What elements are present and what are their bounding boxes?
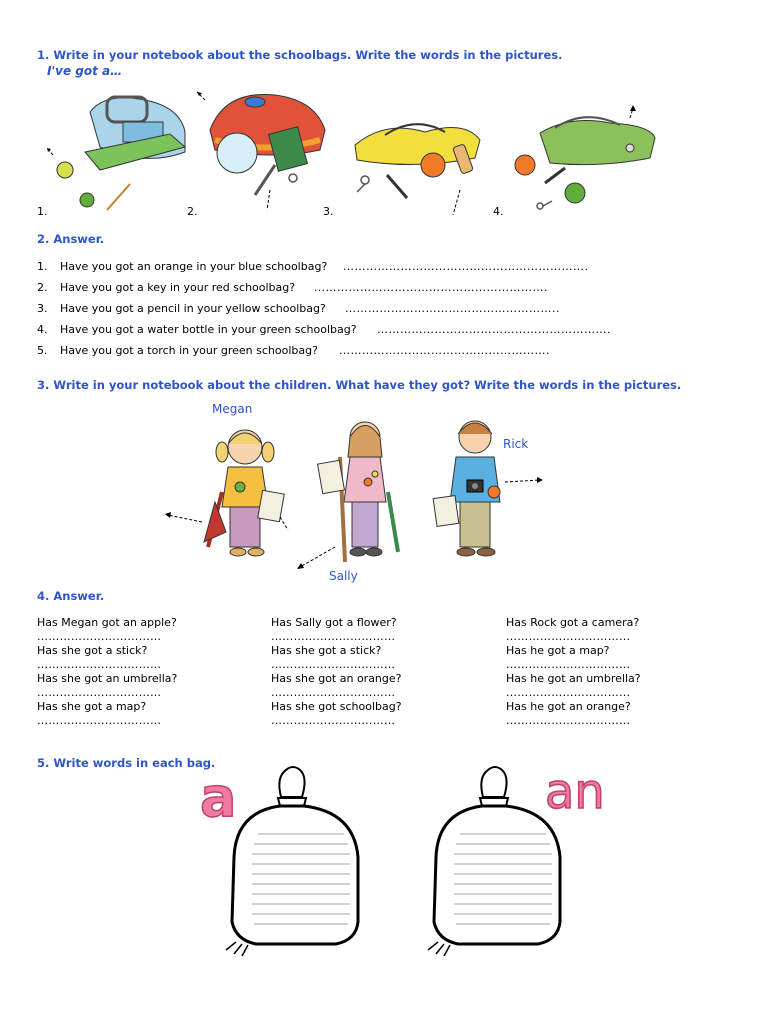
question-text: Has she got a stick? — [37, 644, 148, 657]
section3-heading: 3. Write in your notebook about the children. What have they got? Write the words in the pictures. — [37, 378, 682, 392]
answer-dots[interactable]: …………………………… — [37, 630, 162, 643]
picture-number-1: 1. — [37, 205, 48, 218]
word-bag-a — [196, 762, 386, 972]
answer-dots[interactable]: ……………………………………………………. — [377, 323, 611, 336]
answer-dots[interactable]: ……………………………………………………. — [314, 281, 548, 294]
answer-dots[interactable]: …………………………… — [37, 686, 162, 699]
answer-dots[interactable]: …………………………… — [271, 714, 396, 727]
question-text: Has he got a map? — [506, 644, 610, 657]
section2-heading: 2. Answer. — [37, 232, 105, 246]
answer-dots[interactable]: ………………………………………………. — [339, 344, 550, 357]
answer-dots[interactable]: …………………………… — [37, 658, 162, 671]
picture-number-4: 4. — [493, 205, 504, 218]
answer-dots[interactable]: …………………………… — [271, 630, 396, 643]
answer-dots[interactable]: …………………………… — [37, 714, 162, 727]
megan-figure — [204, 430, 284, 556]
sally-figure — [318, 422, 398, 562]
question-text: Has she got a map? — [37, 700, 147, 713]
question-text: Has he got an umbrella? — [506, 672, 641, 685]
name-label-megan: Megan — [212, 402, 253, 416]
question-number: 2. — [37, 281, 48, 294]
answer-dots[interactable]: …………………………… — [271, 658, 396, 671]
question-text: Has she got an umbrella? — [37, 672, 178, 685]
section1-heading: 1. Write in your notebook about the schoolbags. Write the words in the pictures. — [37, 48, 563, 62]
answer-dots[interactable]: ……………………………………………….. — [345, 302, 560, 315]
name-label-sally: Sally — [329, 569, 358, 583]
question-text: Has he got an orange? — [506, 700, 631, 713]
answer-dots[interactable]: …………………………… — [506, 630, 631, 643]
bag-label-an: an — [545, 764, 605, 820]
red-schoolbag-picture — [195, 90, 330, 215]
answer-dots[interactable]: …………………………… — [506, 714, 631, 727]
yellow-schoolbag-picture — [345, 120, 485, 220]
question-text: Has Megan got an apple? — [37, 616, 177, 629]
answer-dots[interactable]: …………………………… — [271, 686, 396, 699]
question-text: Have you got a torch in your green schoolbag? — [60, 344, 318, 357]
section4-heading: 4. Answer. — [37, 589, 105, 603]
section4-column-1 — [37, 616, 257, 728]
answer-dots[interactable]: …………………………… — [506, 658, 631, 671]
question-number: 1. — [37, 260, 48, 273]
picture-number-3: 3. — [323, 205, 334, 218]
section4-column-2 — [271, 616, 491, 728]
question-text: Has she got a stick? — [271, 644, 382, 657]
section4-column-3 — [506, 616, 726, 728]
section5-heading: 5. Write words in each bag. — [37, 756, 216, 770]
answer-dots[interactable]: …………………………… — [506, 686, 631, 699]
question-text: Have you got an orange in your blue schoolbag? — [60, 260, 328, 273]
picture-number-2: 2. — [187, 205, 198, 218]
question-text: Has she got schoolbag? — [271, 700, 402, 713]
question-text: Has Sally got a flower? — [271, 616, 397, 629]
section1-subheading: I've got a… — [47, 64, 123, 78]
answer-dots[interactable]: ………………………………………………………. — [343, 260, 589, 273]
question-number: 4. — [37, 323, 48, 336]
question-number: 3. — [37, 302, 48, 315]
question-text: Have you got a key in your red schoolbag? — [60, 281, 296, 294]
question-text: Has Rock got a camera? — [506, 616, 640, 629]
question-text: Has she got an orange? — [271, 672, 402, 685]
question-text: Have you got a pencil in your yellow schoolbag? — [60, 302, 326, 315]
word-bag-an — [398, 762, 605, 972]
question-text: Have you got a water bottle in your green schoolbag? — [60, 323, 357, 336]
green-schoolbag-picture — [510, 103, 660, 213]
bag-label-a: a — [200, 766, 237, 829]
rick-figure — [433, 421, 500, 556]
children-picture — [160, 412, 550, 577]
question-number: 5. — [37, 344, 48, 357]
blue-schoolbag-picture — [45, 92, 195, 217]
name-label-rick: Rick — [503, 437, 529, 451]
